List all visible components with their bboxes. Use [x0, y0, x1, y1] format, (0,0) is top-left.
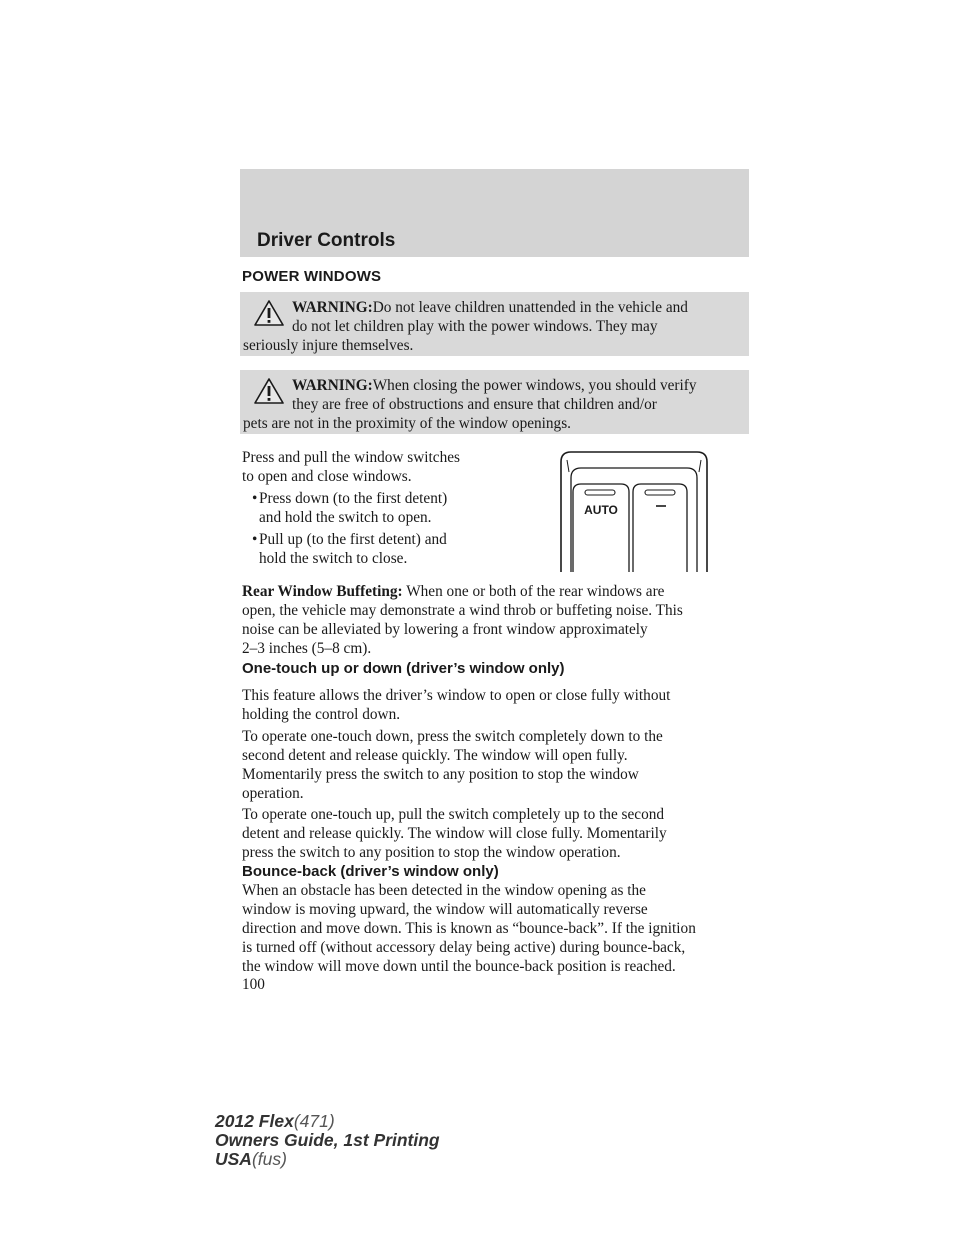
- warning-icon: [254, 300, 284, 326]
- paragraph: To operate one-touch down, press the switch completely down to the second detent and release quickly. The window will open fully. Momentarily press the switch to any position to stop the window operation.: [242, 728, 663, 802]
- warning-icon: [254, 378, 284, 404]
- buffeting-label: Rear Window Buffeting:: [242, 583, 403, 600]
- intro-paragraph: Press and pull the window switches to open and close windows.: [242, 449, 460, 485]
- subheading-one-touch: One-touch up or down (driver’s window only): [242, 660, 565, 677]
- auto-label: AUTO: [584, 503, 618, 517]
- warning-line: pets are not in the proximity of the window openings.: [243, 415, 571, 432]
- list-item: • Pull up (to the first detent) and hold the switch to close.: [252, 531, 447, 567]
- window-switch-illustration: [555, 448, 713, 573]
- warning-label: WARNING:: [292, 299, 373, 316]
- subheading-bounce-back: Bounce-back (driver’s window only): [242, 863, 499, 880]
- paragraph: This feature allows the driver’s window to open or close fully without holding the control down.: [242, 687, 671, 723]
- page-heading: POWER WINDOWS: [242, 268, 382, 285]
- warning-label: WARNING:: [292, 377, 373, 394]
- warning-line: WARNING:Do not leave children unattended in the vehicle and: [292, 299, 688, 316]
- paragraph: When an obstacle has been detected in the window opening as the window is moving upward, the window will automatically reverse direction and move down. This is known as “bounce-back”. If the ignition is turned off (without accessory delay being active) during bounce-back, the window will move down until the bounce-back position is reached.: [242, 882, 696, 975]
- page-number: 100: [242, 976, 265, 993]
- list-item: • Press down (to the first detent) and hold the switch to open.: [252, 490, 448, 526]
- warning-line: they are free of obstructions and ensure that children and/or: [292, 396, 657, 413]
- warning-line: WARNING:When closing the power windows, you should verify: [292, 377, 697, 394]
- paragraph: To operate one-touch up, pull the switch completely up to the second detent and release quickly. The window will close fully. Momentarily press the switch to any position to stop the window operation.: [242, 806, 667, 861]
- warning-line: seriously injure themselves.: [243, 337, 414, 354]
- warning-box: [240, 292, 749, 356]
- warning-box: [240, 370, 749, 434]
- section-header: Driver Controls: [257, 230, 396, 251]
- print-footer: 2012 Flex(471) Owners Guide, 1st Printing USA(fus): [215, 1111, 440, 1169]
- warning-line: do not let children play with the power windows. They may: [292, 318, 658, 335]
- buffeting-paragraph: Rear Window Buffeting: When one or both of the rear windows are open, the vehicle may demonstrate a wind throb or buffeting noise. This noise can be alleviated by lowering a front window approximately 2–3 inches (5–8 cm).: [242, 583, 683, 657]
